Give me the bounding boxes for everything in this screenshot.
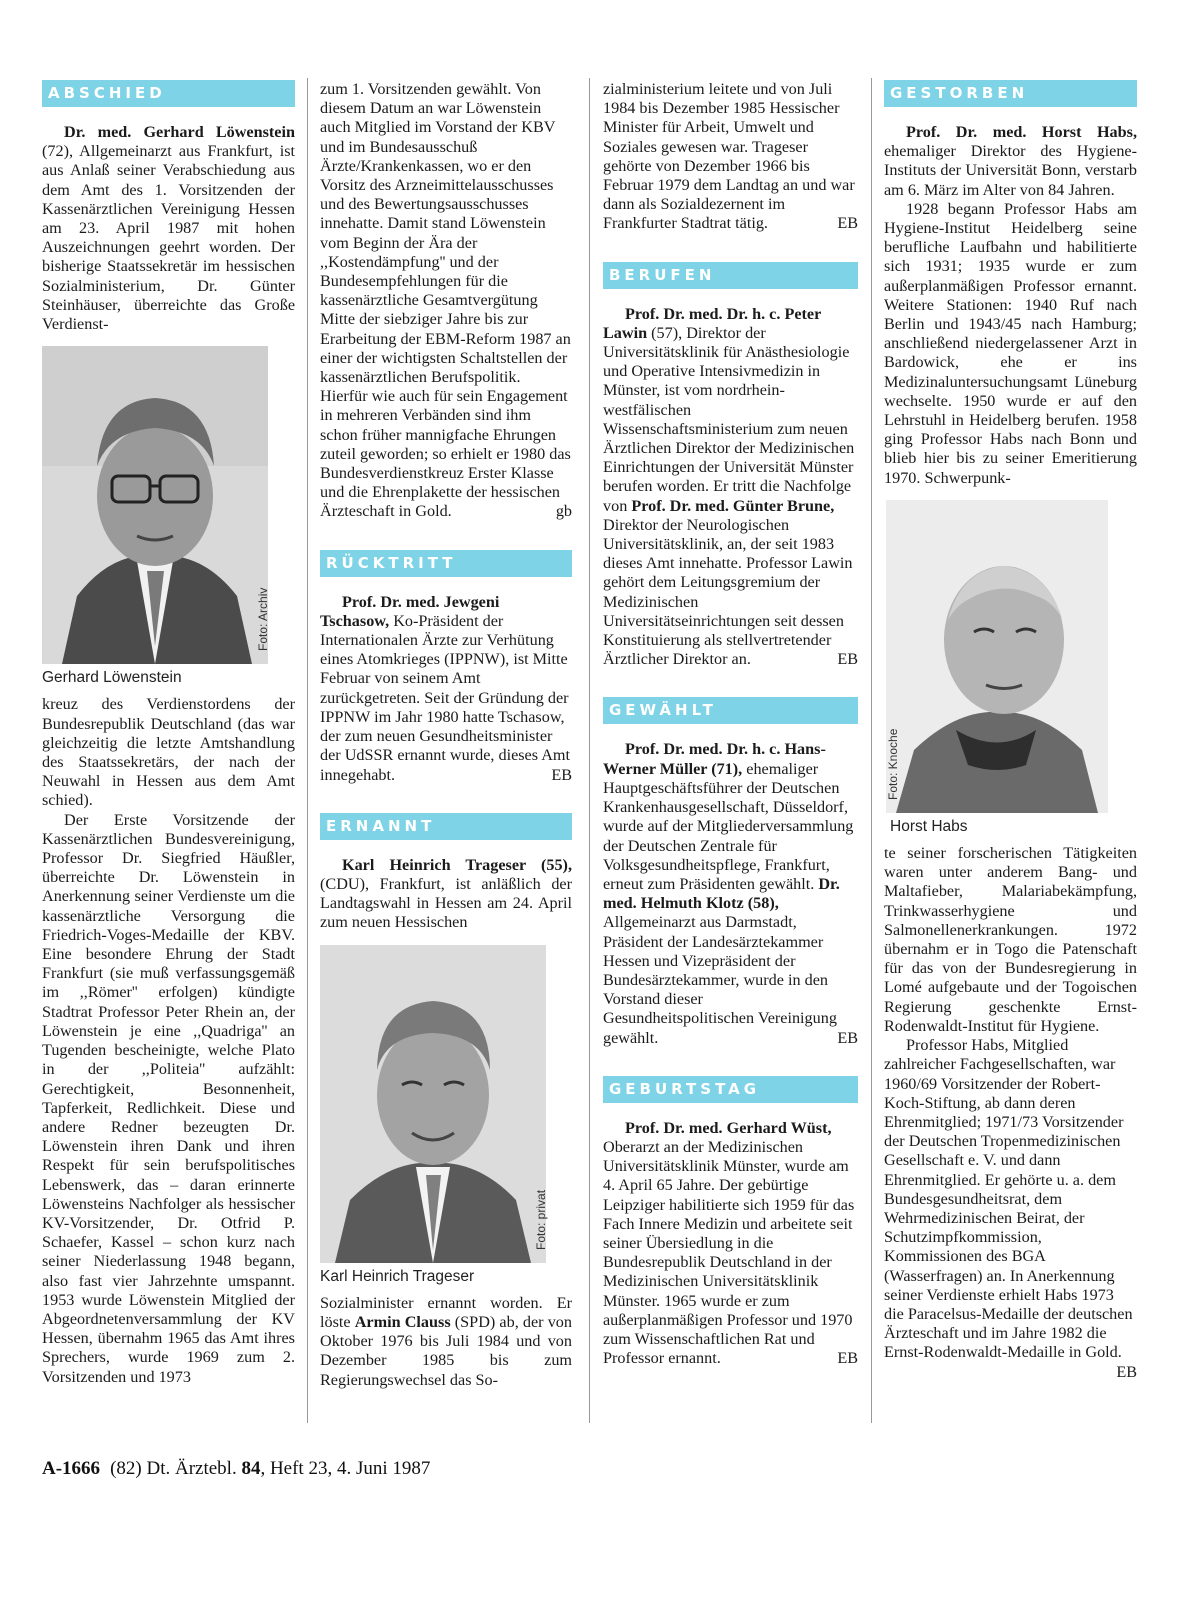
bold-name: Dr. med. Helmuth Klotz (58), [603,874,840,913]
photo-figure [42,346,295,687]
bold-name: Prof. Dr. med. Dr. h. c. Peter Lawin [603,304,822,342]
paragraph [884,123,1137,200]
section-bar-geburtstag: GEBURTSTAG [603,1076,858,1103]
portrait-photo-loewenstein [42,346,268,664]
volume-number: 84 [241,1458,261,1479]
bold-name: Prof. Dr. med. Dr. h. c. Hans-Werner Müller (71), [603,740,826,778]
paragraph: te seiner forscherischen Tätigkeiten waren unter anderem Bang- und Maltafieber, Malariabekämpfung, Trinkwasserhygiene und Salmonellenerkrankungen. 1972 übernahm er in Togo die Patenschaft für das von der Bundesregierung in Lomé aufgebaute und der Togoischen Regierung geschenkte Ernst-Rodenwaldt-Institut für Hygiene. [884,844,1137,1035]
text-run: Allgemeinarzt aus Darmstadt, Präsident der Landesärztekammer Hessen und Vizepräsident der Bundesärztekammer, wurde in den Vorstand dieser Gesundheitspolitischen Vereinigung gewählt. [603,913,837,1047]
paragraph [42,123,295,334]
paragraph-text [603,740,853,1046]
photo-caption: Gerhard Löwenstein [42,669,182,687]
column-rule [589,78,590,1423]
paragraph [320,593,572,785]
paragraph [603,740,858,1047]
text-run: (SPD) ab, der von Oktober 1976 bis Juli 1984 und von Dezember 1985 bis zum Regierungswechsel das So- [320,1312,572,1389]
paragraph-text: Professor Habs, Mitglied zahlreicher Fachgesellschaften, war 1960/69 Vorsitzender der Robert-Koch-Stiftung, ab dann deren Ehrenmitglied; 1971/73 Vorsitzender der Deutschen Tropenmedizinischen Gesellschaft e. V. und dann Ehrenmitglied. Er gehörte u. a. dem Bundesgesundheitsrat, dem Wehrmedizinischen Beirat, der Schutzimpfkommission, Kommissionen des BGA (Wasserfragen) an. In Anerkennung seiner Verdienste erhielt Habs 1973 die Paracelsus-Medaille der deutschen Ärzteschaft und im Jahre 1982 die Ernst-Rodenwaldt-Medaille in Gold. [884,1036,1133,1362]
author-signature: EB [837,1349,858,1368]
portrait-illustration [42,346,268,664]
author-signature: EB [837,214,858,233]
photo-caption: Karl Heinrich Trageser [320,1267,475,1285]
portrait-photo-habs [886,500,1108,813]
text-run: (57), Direktor der Universitätsklinik für Anästhesiologie und Operative Intensivmedizin in Münster, ist vom nordrhein-westfälischen Wissenschaftsministerium zum neuen Ärztlichen Direktor der Medizinischen Einrichtungen der Universität Münster berufen worden. Er tritt die Nachfolge von [603,323,855,515]
photo-figure [320,945,572,1286]
text-run: ehemaliger Hauptgeschäftsführer der Deutschen Krankenhausgesellschaft, Düsseldorf, wurde auf der Mitgliederversammlung der Deutschen Zentrale für Volksgesundheitspflege, Frankfurt, erneut zum Präsidenten gewählt. [603,759,854,893]
bold-name: Prof. Dr. med. Jewgeni Tschasow, [320,592,500,630]
paragraph [603,1119,858,1369]
portrait-illustration [320,945,546,1263]
photo-credit: Foto: privat [534,1189,548,1250]
bold-name: Karl Heinrich Trageser (55), [342,855,572,874]
photo-credit: Foto: Archiv [256,587,270,652]
text-run: (72), Allgemeinarzt aus Frankfurt, ist aus Anlaß seiner Verabschiedung aus dem Amt des 1. Vorsitzenden der Kassenärztlichen Vereinigung Hessen am 23. April 1987 mit hohen Auszeichnungen geehrt worden. Der bisherige Staatssekretär im hessischen Sozialministerium, Dr. Günter Steinhäuser, überreichte das Große Verdienst- [42,142,295,334]
text-run: Oberarzt an der Medizinischen Universitätsklinik Münster, wurde am 4. April 65 Jahre. Der gebürtige Leipziger habilitierte sich 1959 für das Fach Innere Medizin und arbeitete seit seiner Übersiedlung in die Bundesrepublik Deutschland in der Medizinischen Universitätsklinik Münster. 1965 wurde er zum außerplanmäßigen Professor und 1970 zum Wissenschaftlichen Rat und Professor ernannt. [603,1137,855,1368]
paragraph-text: zum 1. Vorsitzenden gewählt. Von diesem Datum an war Löwenstein auch Mitglied im Vorstand der KBV und im Bundesausschuß Ärzte/Krankenkassen, wo er den Vorsitz des Arzneimittelausschusses und des Bewertungsausschusses innehatte. Damit stand Löwenstein vom Beginn der Ära der ,,Kostendämpfung'' und der Bundesempfehlungen für die kassenärztliche Gesamtvergütung Mitte der siebziger Jahre bis zur Erarbeitung der EBM-Reform 1987 an einer der wichtigsten Schaltstellen der kassenärztlichen Berufspolitik. Hierfür wie auch für sein Engagement in mehreren Verbänden sind ihm schon früher mannigfache Ehrungen zuteil geworden; so erhielt er 1980 das Bundesverdienstkreuz Erster Klasse und die Ehrenplakette der hessischen Ärzteschaft in Gold. [320,80,571,521]
author-signature: EB [837,650,858,669]
paragraph: 1928 begann Professor Habs am Hygiene-Institut Heidelberg seine berufliche Laufbahn und habilitierte sich 1931; 1935 wurde er zum außerplanmäßigen Professor ernannt. Weitere Stationen: 1940 Ruf nach Berlin und 1943/45 nach Hamburg; anschließend niedergelassener Arzt in Bardowick, ehe er ins Medizinaluntersuchungsamt Lüneburg wechselte. 1950 wurde er auf den Lehrstuhl in Heidelberg berufen. 1958 ging Professor Habs nach Bonn und blieb hier bis zu seiner Emeritierung 1970. Schwerpunk- [884,199,1137,487]
text-run: Sozialminister ernannt worden. Er löste [320,1293,572,1331]
page-footer [42,1458,430,1480]
photo-figure [886,500,1137,836]
page-number: A-1666 [42,1458,101,1479]
text-run: ehemaliger Direktor des Hygiene-Instituts der Universität Bonn, verstarb am 6. März im Alter von 84 Jahren. [884,142,1137,199]
paragraph [320,856,572,933]
text-run: (CDU), Frankfurt, ist anläßlich der Landtagswahl in Hessen am 24. April zum neuen Hessischen [320,874,572,932]
paragraph [320,80,572,522]
paragraph-text [603,305,854,669]
section-bar-gestorben: GESTORBEN [884,80,1137,107]
column-3 [603,80,858,1368]
column-2 [320,80,572,1390]
bold-name: Prof. Dr. med. Gerhard Wüst, [625,1118,832,1137]
column-rule [307,78,308,1423]
author-signature: EB [551,765,572,784]
bold-name: Armin Clauss [354,1312,451,1331]
paragraph-text: zialministerium leitete und von Juli 1984 bis Dezember 1985 Hessischer Minister für Arbeit, Umwelt und Soziales gewesen war. Trageser gehörte von Dezember 1966 bis Februar 1979 dem Landtag an und war dann als Sozialdezernent im Frankfurter Stadtrat tätig. [603,80,855,233]
paragraph [320,1294,572,1390]
section-bar-ruecktritt: RÜCKTRITT [320,550,572,577]
section-bar-gewaehlt: GEWÄHLT [603,697,858,724]
paragraph: Der Erste Vorsitzende der Kassenärztlichen Bundesvereinigung, Professor Dr. Siegfried Häußler, überreichte Dr. Löwenstein in Anerkennung seiner Verdienste um die kassenärztliche Versorgung die Friedrich-Voges-Medaille der KBV. Eine besondere Ehrung der Stadt Frankfurt (sie muß verfassungsgemäß im ,,Römer'' erfolgen) kündigte Stadtrat Professor Peter Rhein an, der Löwenstein je eine ,,Quadriga'' an Tugenden bescheinigte, welche Plato in der ,,Politeia'' aufzählt: Gerechtigkeit, Besonnenheit, Tapferkeit, Redlichkeit. Diese und andere Redner bezeugten Dr. Löwenstein ihren Dank und ihren Respekt für sein berufspolitisches Lebenswerk, das – daran erinnerte Löwensteins Nachfolger als hessischer KV-Vorsitzender, Dr. Otfrid P. Schaefer, Kassel – schon kurz nach seiner Niederlassung 1948 begann, also fast vier Jahrzehnte umspannt. 1953 wurde Löwenstein Mitglied der Abgeordnetenversammlung der KV Hessen, übernahm 1965 das Amt ihres Sprechers, wurde 1969 zum 2. Vorsitzenden und 1973 [42,810,295,1386]
paragraph [603,305,858,670]
paragraph-text [320,593,570,784]
column-rule [871,78,872,1423]
bold-name: Prof. Dr. med. Günter Brune, [631,496,835,515]
issue-date: , Heft 23, 4. Juni 1987 [260,1458,431,1479]
bold-name: Prof. Dr. med. Horst Habs, [906,123,1137,141]
paragraph: kreuz des Verdienstordens der Bundesrepublik Deutschland (das war gleichzeitig die letzte Amtshandlung des Staatssekretärs, der nach der Neuwahl in Hessen aus dem Amt schied). [42,695,295,810]
paragraph [884,1036,1137,1381]
journal-reference: (82) Dt. Ärztebl. [110,1458,242,1479]
author-signature: EB [1116,1362,1137,1381]
column-1 [42,80,295,1387]
section-bar-ernannt: ERNANNT [320,813,572,840]
photo-caption: Horst Habs [890,817,968,835]
text-run: Direktor der Neurologischen Universitätsklinik, an, der seit 1983 dieses Amt innehatte. Professor Lawin gehört dem Leitungsgremium der Medizinischen Universitätseinrichtungen seit dessen Konstituierung als stellvertretender Ärztlicher Direktor an. [603,515,853,669]
paragraph-text [603,1119,854,1367]
section-bar-abschied: ABSCHIED [42,80,295,107]
author-signature: gb [555,502,572,521]
section-bar-berufen: BERUFEN [603,262,858,289]
photo-credit: Foto: Knoche [886,728,900,800]
portrait-illustration [886,500,1108,813]
portrait-photo-trageser [320,945,546,1263]
author-signature: EB [837,1028,858,1047]
bold-name: Dr. med. Gerhard Löwenstein [64,123,295,141]
paragraph [603,80,858,234]
text-run: Ko-Präsident der Internationalen Ärzte zur Verhütung eines Atomkrieges (IPPNW), ist Mitte Februar von seinem Amt zurückgetreten. Seit der Gründung der IPPNW im Jahr 1980 hatte Tschasow, der zum neuen Gesundheitsminister der UdSSR ernannt wurde, dieses Amt innegehabt. [320,611,570,784]
column-4 [884,80,1137,1382]
